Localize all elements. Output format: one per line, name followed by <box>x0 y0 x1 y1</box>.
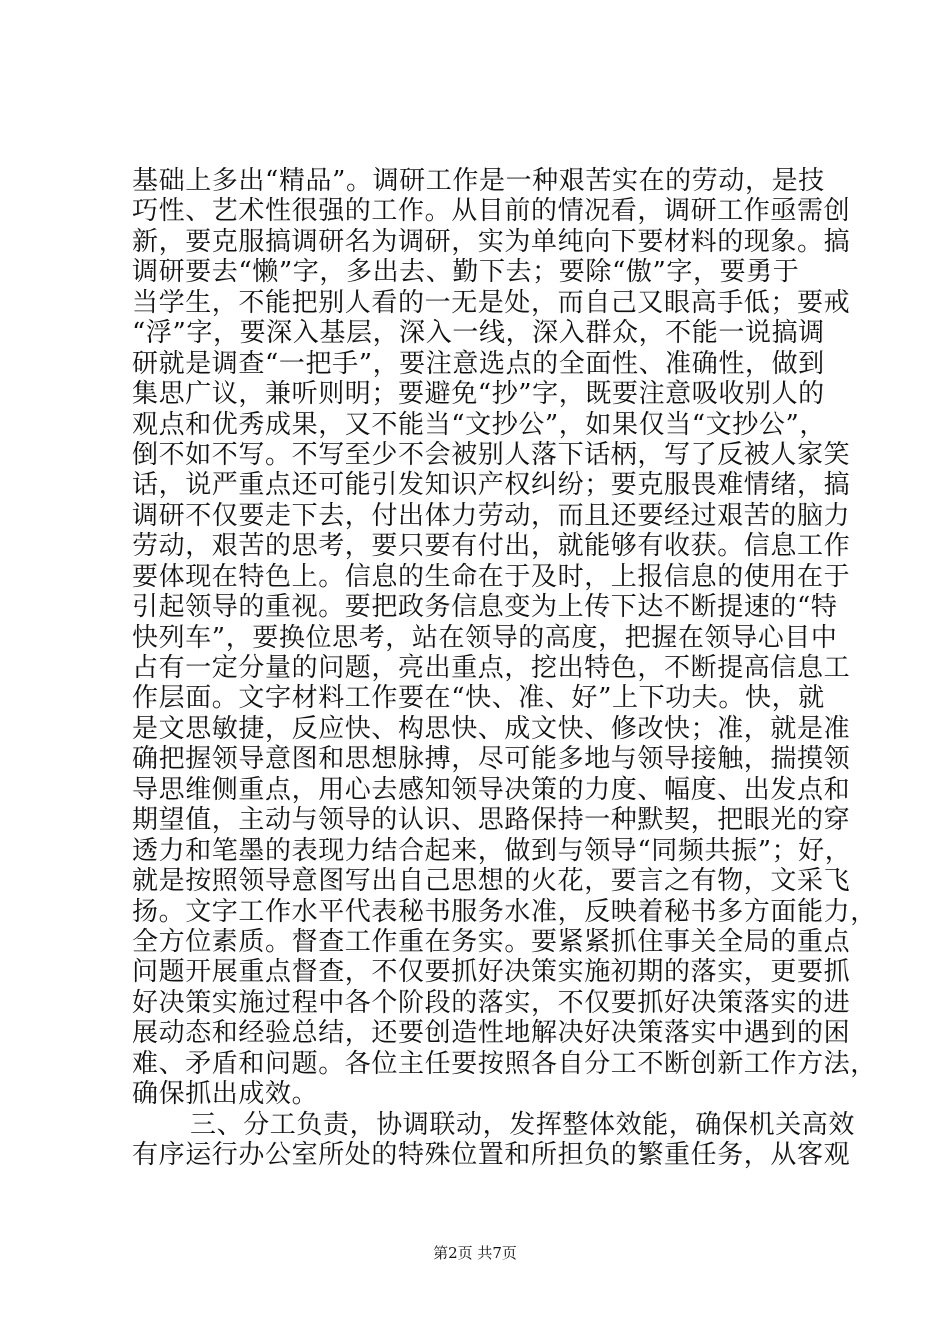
text-line: 调研要去“懒”字，多出去、勤下去；要除“傲”字，要勇于 <box>132 257 800 288</box>
text-line: 就是按照领导意图写出自己思想的火花，要言之有物，文采飞 <box>132 866 851 897</box>
text-line: 劳动，艰苦的思考，要只要有付出，就能够有收获。信息工作 <box>132 531 851 562</box>
text-line: 占有一定分量的问题，亮出重点，挖出特色，不断提高信息工 <box>132 653 851 683</box>
text-line: 导思维侧重点，用心去感知领导决策的力度、幅度、出发点和 <box>132 774 851 805</box>
text-line: “浮”字，要深入基层，深入一线，深入群众，不能一说搞调 <box>132 318 825 349</box>
text-line: 确把握领导意图和思想脉搏，尽可能多地与领导接触，揣摸领 <box>132 744 851 775</box>
text-line: 观点和优秀成果，又不能当“文抄公”，如果仅当“文抄公”， <box>132 409 826 440</box>
text-line: 确保抓出成效。 <box>132 1079 319 1110</box>
text-line: 透力和笔墨的表现力结合起来，做到与领导“同频共振”；好， <box>132 835 852 866</box>
text-line: 集思广议，兼听则明；要避免“抄”字，既要注意吸收别人的 <box>132 379 825 410</box>
text-line: 基础上多出“精品”。调研工作是一种艰苦实在的劳动，是技 <box>132 166 825 196</box>
text-line: 三、分工负责，协调联动，发挥整体效能，确保机关高效 <box>190 1109 856 1140</box>
text-line: 话，说严重点还可能引发知识产权纠纷；要克服畏难情绪，搞 <box>132 470 851 501</box>
text-line: 要体现在特色上。信息的生命在于及时，上报信息的使用在于 <box>132 561 851 592</box>
text-line: 展动态和经验总结，还要创造性地解决好决策落实中遇到的困 <box>132 1018 851 1049</box>
text-line: 作层面。文字材料工作要在“快、准、好”上下功夫。快，就 <box>132 683 825 714</box>
text-line: 有序运行办公室所处的特殊位置和所担负的繁重任务，从客观 <box>132 1140 851 1170</box>
text-line: 当学生，不能把别人看的一无是处，而自己又眼高手低；要戒 <box>132 287 851 318</box>
text-line: 快列车”，要换位思考，站在领导的高度，把握在领导心目中 <box>132 622 838 653</box>
text-line: 引起领导的重视。要把政务信息变为上传下达不断提速的“特 <box>132 592 838 623</box>
text-line: 难、矛盾和问题。各位主任要按照各自分工不断创新工作方法， <box>132 1048 877 1079</box>
text-line: 期望值，主动与领导的认识、思路保持一种默契，把眼光的穿 <box>132 805 851 836</box>
text-line: 全方位素质。督查工作重在务实。要紧紧抓住事关全局的重点 <box>132 926 851 957</box>
text-line: 扬。文字工作水平代表秘书服务水准，反映着秘书多方面能力， <box>132 896 877 927</box>
page-footer: 第2页 共7页 <box>433 1244 517 1262</box>
text-line: 倒不如不写。不写至少不会被别人落下话柄，写了反被人家笑 <box>132 439 851 470</box>
text-line: 研就是调查“一把手”，要注意选点的全面性、准确性，做到 <box>132 348 825 379</box>
text-line: 问题开展重点督查，不仅要抓好决策实施初期的落实，更要抓 <box>132 957 851 988</box>
text-line: 新，要克服搞调研名为调研，实为单纯向下要材料的现象。搞 <box>132 226 851 257</box>
text-line: 调研不仅要走下去，付出体力劳动，而且还要经过艰苦的脑力 <box>132 500 851 531</box>
body-text <box>132 166 877 1170</box>
text-line: 好决策实施过程中各个阶段的落实，不仅要抓好决策落实的进 <box>132 987 851 1018</box>
text-line: 是文思敏捷，反应快、构思快、成文快、修改快；准，就是准 <box>132 713 851 744</box>
text-line: 巧性、艺术性很强的工作。从目前的情况看，调研工作亟需创 <box>132 196 851 227</box>
